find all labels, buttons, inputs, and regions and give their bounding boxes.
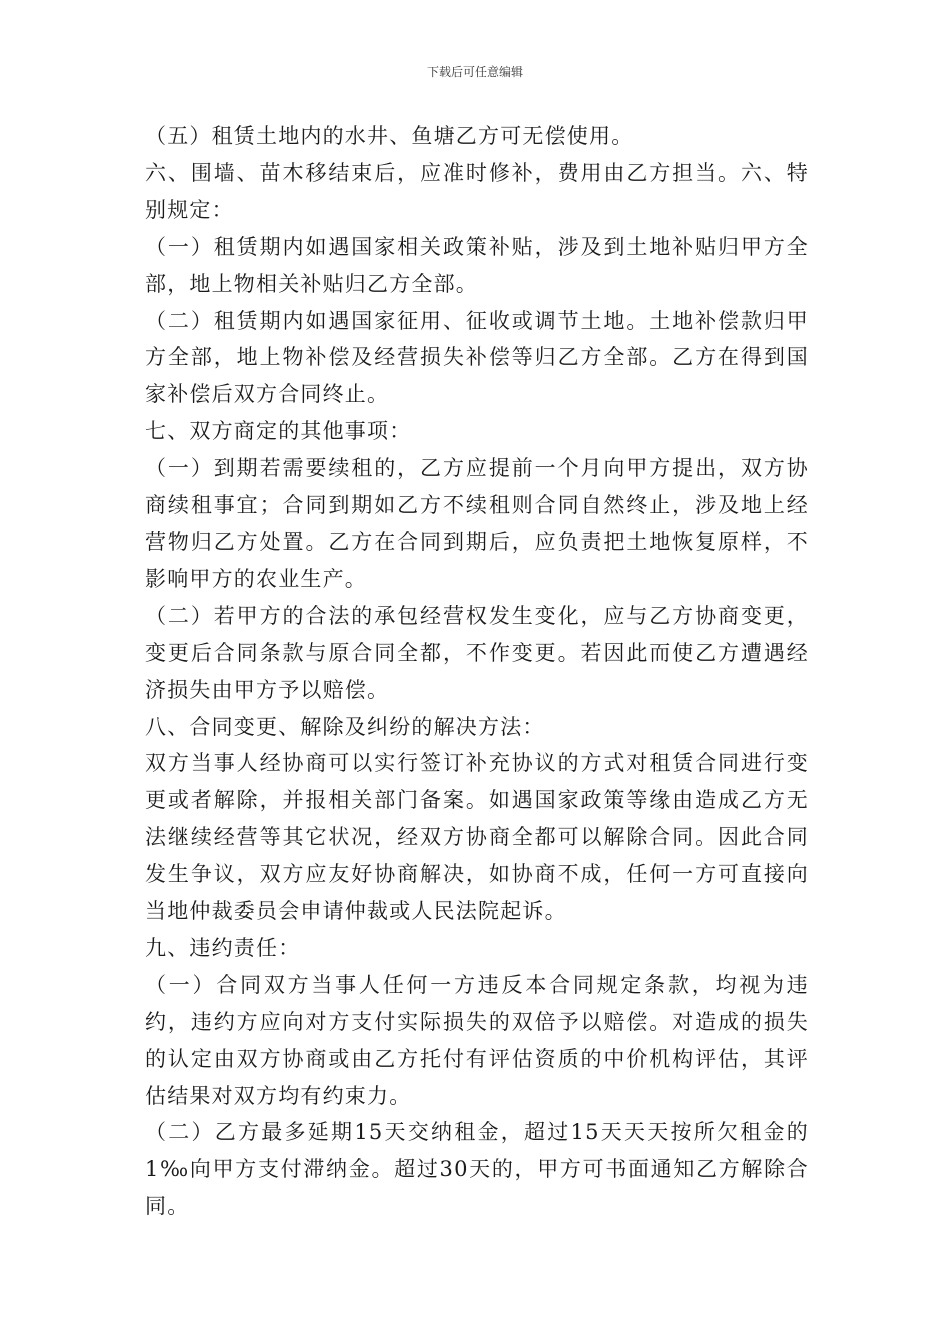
section-heading-breach-liability: 九、违约责任： xyxy=(145,935,301,960)
paragraph-dispute-resolution: 双方当事人经协商可以实行签订补充协议的方式对租赁合同进行变更或者解除，并报相关部门备案。如遇国家政策等缘由造成乙方无法继续经营等其它状况，经双方协商全都可以解除合同。因此合同发生争议，双方应友好协商解决，如协商不成，任何一方可直接向当地仲裁委员会申请仲裁或人民法院起诉。 xyxy=(145,751,809,924)
paragraph-breach-1-compensation: （一）合同双方当事人任何一方违反本合同规定条款，均视为违约，违约方应向对方支付实际损失的双倍予以赔偿。对造成的损失的认定由双方协商或由乙方托付有评估资质的中价机构评估，其评估结果对双方均有约束力。 xyxy=(145,972,809,1108)
section-heading-other-matters: 七、双方商定的其他事项： xyxy=(145,419,412,444)
paragraph-special-1-subsidy: （一）租赁期内如遇国家相关政策补贴，涉及到土地补贴归甲方全部，地上物相关补贴归乙方全部。 xyxy=(145,234,809,296)
paragraph-special-2-requisition: （二）租赁期内如遇国家征用、征收或调节土地。土地补偿款归甲方全部，地上物补偿及经营损失补偿等归乙方全部。乙方在得到国家补偿后双方合同终止。 xyxy=(145,308,809,407)
paragraph-other-1-renewal: （一）到期若需要续租的，乙方应提前一个月向甲方提出，双方协商续租事宜；合同到期如乙方不续租则合同自然终止，涉及地上经营物归乙方处置。乙方在合同到期后，应负责把土地恢复原样，不影响甲方的农业生产。 xyxy=(145,456,809,591)
paragraph-clause-5-water-wells: （五）租赁土地内的水井、鱼塘乙方可无偿使用。 xyxy=(145,124,634,148)
page-header: 下载后可任意编辑 xyxy=(426,65,523,79)
paragraph-other-2-rights-change: （二）若甲方的合法的承包经营权发生变化，应与乙方协商变更，变更后合同条款与原合同全都，不作变更。若因此而使乙方遭遇经济损失由甲方予以赔偿。 xyxy=(145,603,809,702)
document-body xyxy=(145,118,809,1225)
section-heading-dispute-resolution: 八、合同变更、解除及纠纷的解决方法： xyxy=(145,714,545,739)
paragraph-wall-repair-special-rules: 六、围墙、苗木移结束后，应准时修补，费用由乙方担当。六、特别规定： xyxy=(145,160,809,222)
paragraph-breach-2-late-rent: （二）乙方最多延期15天交纳租金，超过15天天天按所欠租金的1‰向甲方支付滞纳金。超过30天的，甲方可书面通知乙方解除合同。 xyxy=(145,1120,809,1219)
